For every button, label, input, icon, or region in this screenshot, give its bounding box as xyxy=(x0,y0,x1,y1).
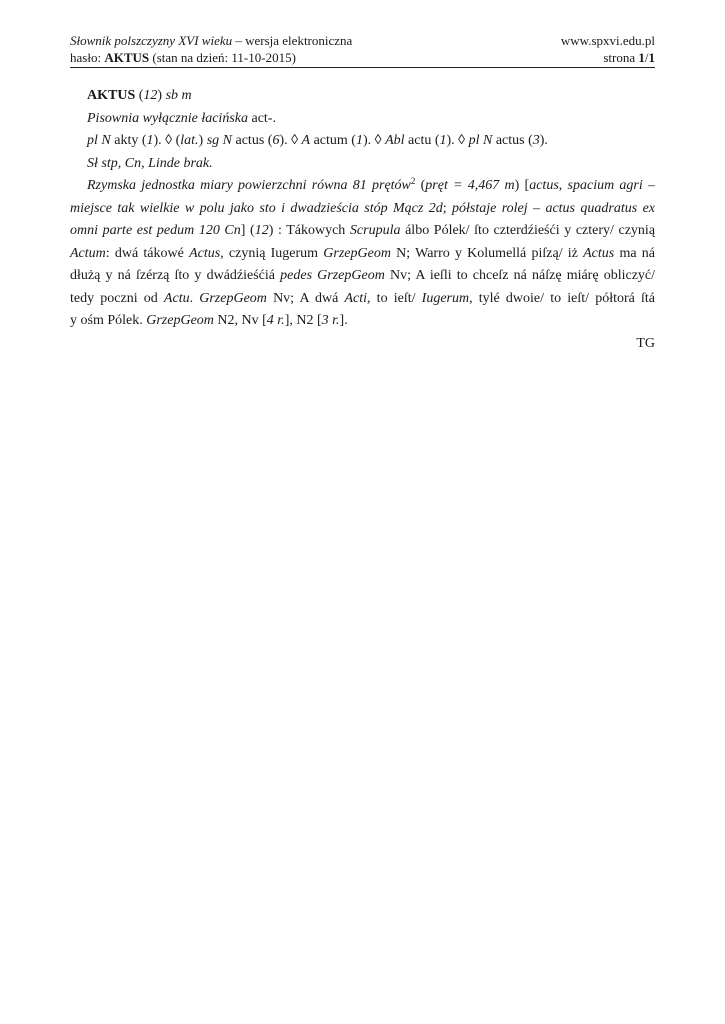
superscript: 2 xyxy=(410,176,416,186)
text-segment: Rzymska jednostka miary powierzchni równa 81 prętów xyxy=(87,178,411,193)
text-segment: pręt = 4,467 m xyxy=(425,178,515,193)
text-segment: omni parte est pedum 120 Cn xyxy=(70,223,241,238)
text-segment: actum ( xyxy=(310,133,356,148)
text-segment: , xyxy=(558,178,568,193)
text-segment: A xyxy=(301,133,311,148)
text-segment: Nv; A ieſli to chceſz ná náſzę miárę obliczyć/ xyxy=(384,268,656,283)
header-entry-word: AKTUS xyxy=(104,50,150,65)
text-segment: akty ( xyxy=(110,133,147,148)
text-segment: 4 r. xyxy=(266,313,285,328)
text-segment: ] ( xyxy=(240,223,255,238)
text-segment: dłużą y ná ſzérzą ſto y dwádźieśćiá xyxy=(70,268,281,283)
text-segment: Scrupula xyxy=(349,223,401,238)
text-segment: . xyxy=(189,290,200,306)
text-segment: ]. xyxy=(339,313,348,328)
definition-line xyxy=(70,220,655,243)
text-segment: spacium agri – xyxy=(567,178,656,193)
text-segment: lat. xyxy=(180,133,199,148)
page-header xyxy=(70,32,655,66)
header-row-bottom xyxy=(70,49,655,66)
text-segment: pl N xyxy=(87,133,111,148)
text-segment: Actum xyxy=(70,245,106,261)
spelling-note: Pisownia wyłącznie łacińska act-. xyxy=(87,110,276,126)
definition-line xyxy=(70,243,655,266)
text-segment: Abl xyxy=(385,133,405,148)
dictionary-title: Słownik polszczyzny XVI wieku – wersja elektroniczna xyxy=(70,33,353,48)
header-row-top xyxy=(70,32,655,49)
definition-line xyxy=(70,175,655,198)
headword: AKTUS xyxy=(87,88,136,103)
text-segment: GrzepGeom xyxy=(146,313,214,328)
text-segment: Actus xyxy=(189,245,221,261)
text-segment: Iugerum xyxy=(421,290,470,306)
occurrence-count: 12 xyxy=(143,88,158,103)
text-segment: N; Warro y Kolumellá piſzą/ iż xyxy=(390,245,584,261)
text-segment: , tylé dwoie/ to ieſt/ półtorá ſtá xyxy=(469,290,656,306)
text-segment: miejsce tak wielkie w polu jako sto i dwadzieścia stóp Mącz 2d xyxy=(70,200,443,216)
text-segment: ) [ xyxy=(514,178,530,193)
text-segment: 6 xyxy=(272,133,280,148)
text-segment: ). ◊ xyxy=(279,133,302,148)
text-segment: , to ieſt/ xyxy=(367,290,422,306)
entry-status: hasło: AKTUS (stan na dzień: 11-10-2015) xyxy=(70,50,296,65)
inflection-forms xyxy=(70,130,655,153)
text-segment: ( xyxy=(415,178,426,193)
definition-paragraph xyxy=(70,175,655,333)
sources-note: Sł stp, Cn, Linde brak. xyxy=(87,155,213,171)
text-segment: y ośm Pólek. xyxy=(70,313,147,328)
text-segment: ], N2 [ xyxy=(284,313,322,328)
text-segment: Actus xyxy=(583,245,615,261)
text-segment: ). ◊ ( xyxy=(153,133,181,148)
definition-line xyxy=(70,265,655,288)
header-divider xyxy=(70,67,655,68)
text-segment: actus ( xyxy=(232,133,273,148)
text-segment: 3 xyxy=(532,133,540,148)
text-segment: tedy poczni od xyxy=(70,290,164,306)
text-segment: álbo Pólek/ ſto czterdźieśći y cztery/ czynią xyxy=(400,223,656,238)
entry-headline: AKTUS (12) sb m xyxy=(87,88,192,103)
text-segment: półstaje rolej – actus quadratus ex xyxy=(452,200,655,216)
text-segment: pedes GrzepGeom xyxy=(280,268,385,283)
definition-line xyxy=(70,198,655,221)
text-segment: Acti xyxy=(344,290,368,306)
text-segment: 3 r. xyxy=(321,313,340,328)
definition-line xyxy=(70,288,655,311)
text-segment: pl N xyxy=(468,133,493,148)
text-segment: ). ◊ xyxy=(362,133,386,148)
text-segment: : dwá tákowé xyxy=(105,245,190,261)
text-segment: sg N xyxy=(206,133,232,148)
text-segment: actus xyxy=(529,178,559,193)
text-segment: Actu xyxy=(163,290,190,306)
text-segment: Nv; A dwá xyxy=(266,290,345,306)
text-segment: ma ná xyxy=(614,245,655,261)
text-segment: actu ( xyxy=(404,133,440,148)
page-number: strona 1/1 xyxy=(603,50,655,65)
website-url[interactable]: www.spxvi.edu.pl xyxy=(560,33,655,48)
text-segment: 12 xyxy=(254,223,269,238)
text-segment: ; xyxy=(442,200,453,216)
text-segment: actus ( xyxy=(492,133,533,148)
dictionary-entry xyxy=(70,85,655,355)
text-segment: N2, Nv [ xyxy=(213,313,267,328)
text-segment: 1 xyxy=(146,133,154,148)
text-segment: GrzepGeom xyxy=(199,290,267,306)
text-segment: GrzepGeom xyxy=(323,245,391,261)
text-segment: , czynią Iugerum xyxy=(220,245,324,261)
text-segment: ). ◊ xyxy=(446,133,469,148)
author-signature: TG xyxy=(636,335,655,351)
grammar-label: sb m xyxy=(165,88,192,103)
text-segment: ) xyxy=(198,133,207,148)
text-segment: ) : Tákowych xyxy=(268,223,350,238)
text-segment: 1 xyxy=(439,133,447,148)
text-segment: 1 xyxy=(355,133,363,148)
text-segment: ). xyxy=(539,133,548,148)
definition-line xyxy=(70,310,655,333)
